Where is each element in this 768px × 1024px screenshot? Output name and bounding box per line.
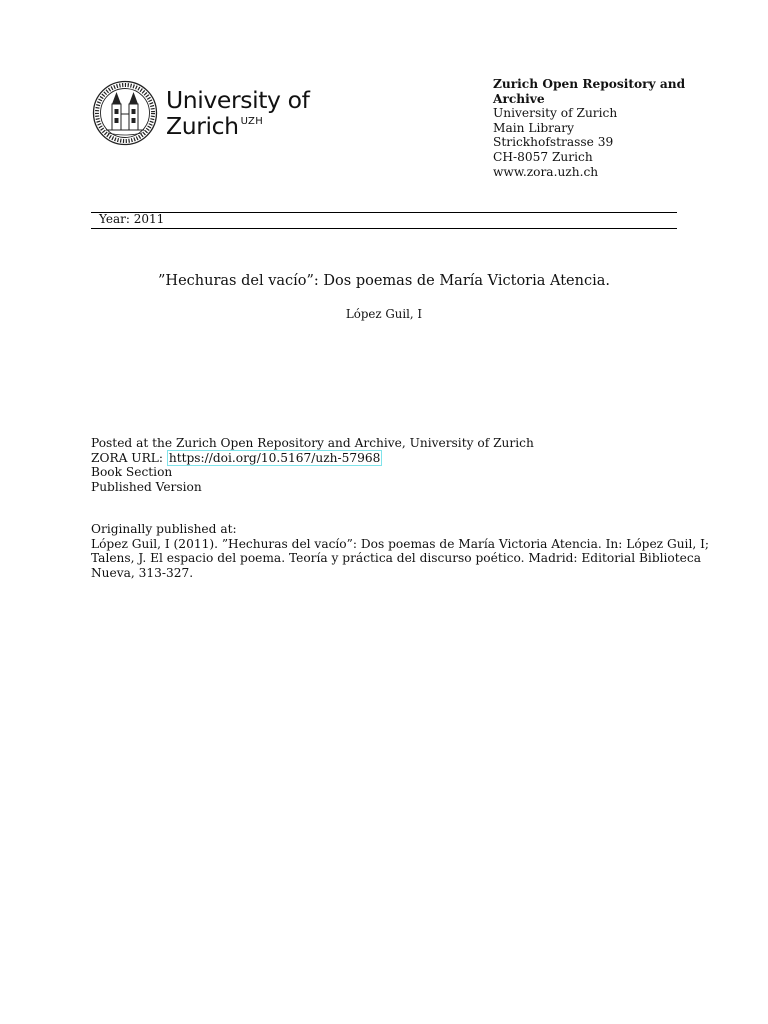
citation-line-3: Nueva, 313-327. (91, 566, 194, 581)
university-logo (92, 80, 322, 148)
citation-line-2: Talens, J. El espacio del poema. Teoría y práctica del discurso poético. Madrid: Editorial Biblioteca (91, 551, 701, 566)
posted-info (91, 436, 681, 495)
logo-uzh-superscript: UZH (240, 116, 264, 127)
logo-zurich: Zurich (166, 112, 239, 140)
document-type: Book Section (91, 465, 173, 480)
originally-published-label: Originally published at: (91, 522, 237, 536)
university-seal-icon (92, 80, 158, 146)
document-title: ”Hechuras del vacío”: Dos poemas de María Victoria Atencia. (158, 273, 610, 289)
address-web: www.zora.uzh.ch (493, 164, 599, 179)
repository-address (493, 77, 693, 179)
repository-name-line1: Zurich Open Repository and (493, 77, 686, 91)
address-library: Main Library (493, 120, 574, 135)
repository-name-line2: Archive (493, 91, 545, 106)
logo-line-1: University of (166, 86, 310, 114)
address-city: CH-8057 Zurich (493, 149, 593, 164)
document-author: López Guil, I (345, 307, 423, 321)
zora-url-link[interactable]: https://doi.org/10.5167/uzh-57968 (168, 450, 381, 465)
logo-line-2 (166, 112, 263, 140)
document-version: Published Version (91, 480, 202, 495)
original-publication (91, 522, 710, 581)
bottom-rule (91, 228, 677, 229)
zora-url-label: ZORA URL: (91, 450, 167, 465)
address-org: University of Zurich (493, 106, 618, 121)
citation-line-1: López Guil, I (2011). ”Hechuras del vacío”: Dos poemas de María Victoria Atencia. In: López Guil, I; (91, 536, 710, 551)
year-label: Year: 2011 (99, 212, 165, 226)
posted-at-line: Posted at the Zurich Open Repository and Archive, University of Zurich (91, 436, 534, 450)
top-rule (91, 212, 677, 213)
address-street: Strickhofstrasse 39 (493, 135, 614, 150)
zora-url-line (91, 451, 681, 466)
